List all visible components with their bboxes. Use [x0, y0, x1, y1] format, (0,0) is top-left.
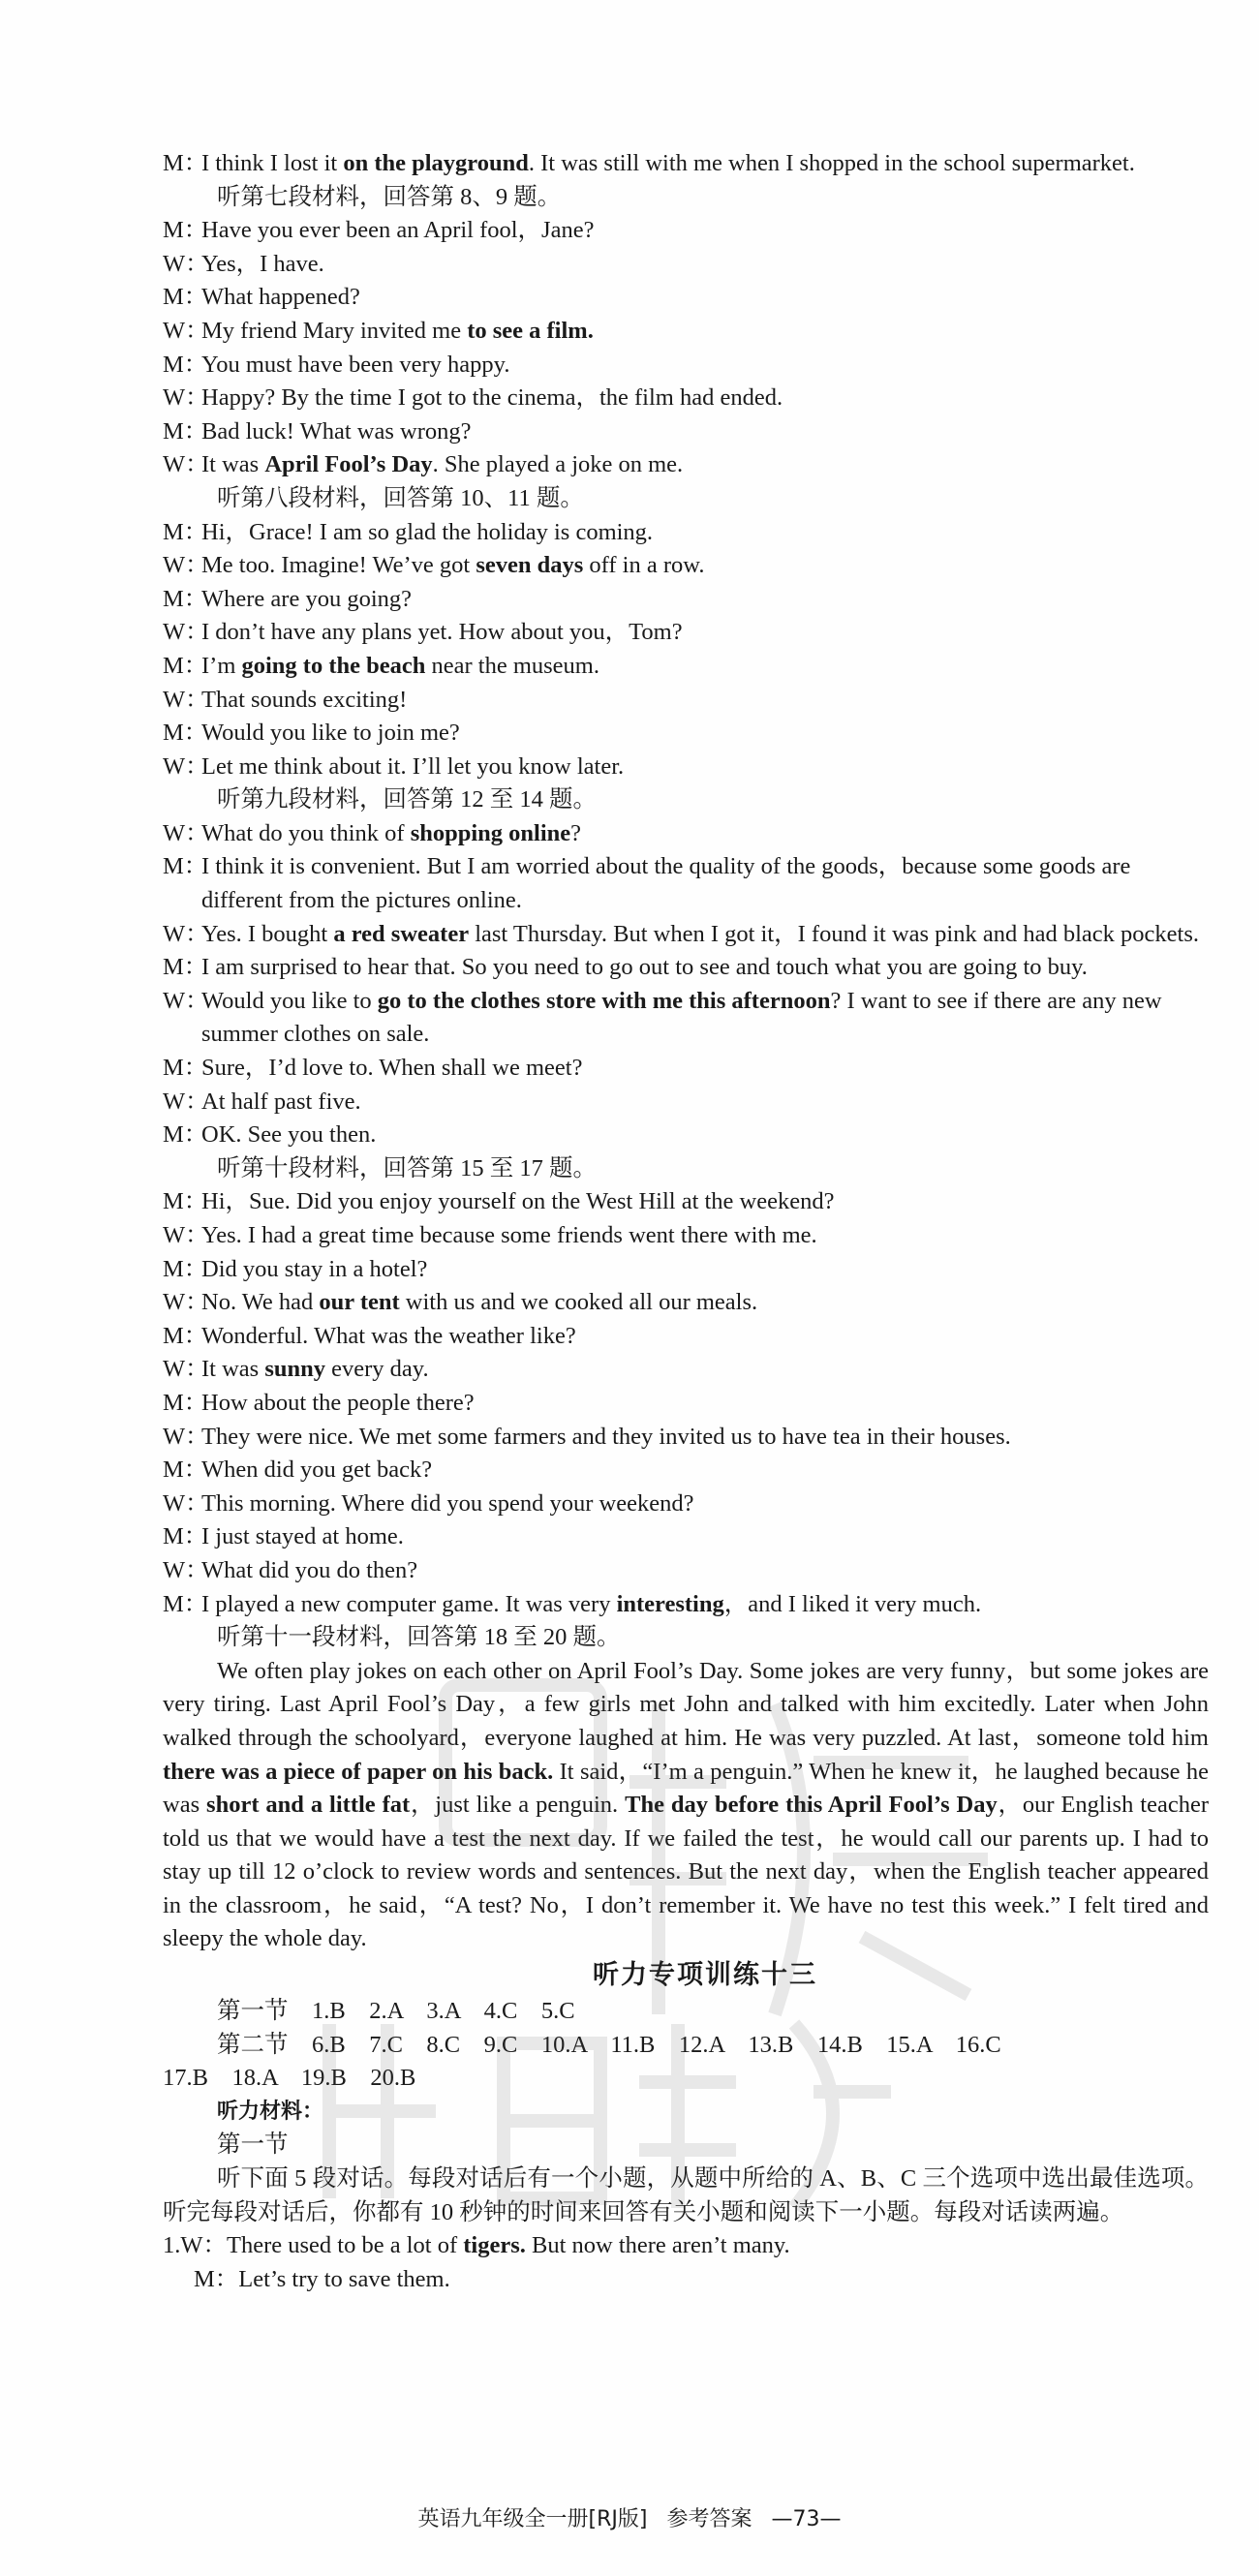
speaker-label: W： [163, 920, 209, 947]
dialogue-line [163, 549, 1209, 583]
text-run: It was [201, 451, 265, 478]
emphasized-answer: interesting [616, 1590, 724, 1617]
speaker-label: W： [163, 384, 209, 412]
q1-m-text: Let’s try to save them. [238, 2265, 450, 2292]
text-run: Me too. Imagine! We’ve got [201, 552, 476, 579]
dialogue-line [163, 616, 1209, 650]
text-run: Yes. I bought [201, 920, 334, 947]
text-run: Sure，I’d love to. When shall we meet? [201, 1055, 583, 1082]
text-run: Where are you going? [201, 585, 412, 612]
text-run: I don’t have any plans yet. How about you，Tom? [201, 619, 683, 646]
question-number: 1. [163, 2232, 181, 2259]
material-instruction: 听第九段材料，回答第 12 至 14 题。 [217, 786, 597, 813]
emphasized-answer: our tent [319, 1289, 400, 1316]
text-run: Hi，Sue. Did you enjoy yourself on the West Hill at the weekend? [201, 1188, 835, 1215]
text-run: We often play jokes on each other on April Fool’s Day. Some jokes are very funny，but some jokes are very tiring. Last April Fool’s Day，a few girls met John and talked with him excitedly. Later when John walked through the schoolyard，everyone laughed at him. He was very puzzled. At last，someone told him [163, 1657, 1209, 1751]
text-run: They were nice. We met some farmers and they invited us to have tea in their houses. [201, 1423, 1011, 1450]
emphasized-answer: on the playground [343, 150, 529, 176]
dialogue-line [163, 1119, 1209, 1152]
speaker-label: W： [163, 752, 209, 780]
emphasized-answer: to see a film. [467, 317, 594, 344]
material-instruction: 听第七段材料，回答第 8、9 题。 [217, 183, 562, 210]
material-instruction: 听第十一段材料，回答第 18 至 20 题。 [217, 1624, 621, 1651]
dialogue-line [163, 349, 1209, 383]
dialogue-line [163, 516, 1209, 550]
dialogue-line [163, 382, 1209, 415]
text-run: Hi，Grace! I am so glad the holiday is coming. [201, 518, 654, 545]
dialogue-line [163, 1320, 1209, 1354]
text-run: ? I want to see if there are any new summer clothes on sale. [201, 987, 1162, 1048]
dialogue-line [163, 850, 1209, 917]
speaker-label: M： [163, 1457, 208, 1484]
text-run: When did you get back? [201, 1457, 433, 1484]
text-run: This morning. Where did you spend your weekend? [201, 1489, 694, 1517]
section-title: 听力专项训练十三 [593, 1960, 817, 1991]
text-run: I’m [201, 652, 242, 679]
text-run: I just stayed at home. [201, 1523, 404, 1550]
emphasized-answer: tigers. [463, 2232, 526, 2259]
speaker-label: W： [163, 1088, 209, 1115]
text-run: But now there aren’t many. [525, 2232, 790, 2259]
answers-row-3: 17.B 18.A 19.B 20.B [163, 2065, 416, 2092]
speaker-label: M： [163, 1055, 208, 1082]
text-run: My friend Mary invited me [201, 317, 468, 344]
speaker-label: M： [163, 1590, 208, 1617]
answers-row-1: 第一节 1.B 2.A 3.A 4.C 5.C [217, 1998, 575, 2025]
speaker-label: W： [163, 686, 209, 713]
emphasized-answer: The day before this April Fool’s Day [625, 1792, 998, 1819]
speaker-label: W： [163, 1222, 209, 1248]
speaker-label: M： [163, 720, 208, 747]
speaker-label: M： [163, 954, 208, 981]
text-run: Would you like to [201, 987, 378, 1014]
passage-paragraph [163, 1655, 1209, 1956]
text-run: It said，“I’m a penguin.” When he knew it，he laughed because he was [163, 1758, 1209, 1819]
section-1-label: 第一节 [217, 2131, 289, 2159]
dialogue-line [163, 1454, 1209, 1487]
text-run: . She played a joke on me. [432, 451, 684, 478]
text-run: . It was still with me when I shopped in the school supermarket. [528, 150, 1135, 176]
dialogue-line [163, 985, 1209, 1052]
text-run: I played a new computer game. It was very [201, 1590, 617, 1617]
text-run: There used to be a lot of [227, 2232, 464, 2259]
emphasized-answer: April Fool’s Day [264, 451, 433, 478]
speaker-label: W： [163, 619, 209, 646]
dialogue-line [163, 1286, 1209, 1320]
text-run: OK. See you then. [201, 1121, 377, 1149]
dialogue-line [163, 147, 1209, 181]
text-run: I am surprised to hear that. So you need to go out to see and touch what you are going to buy. [201, 954, 1088, 981]
text-run: Happy? By the time I got to the cinema，the film had ended. [201, 384, 783, 412]
dialogue-line [163, 1387, 1209, 1421]
emphasized-answer: short and a little fat [206, 1792, 411, 1819]
text-run: Let me think about it. I’ll let you know later. [201, 752, 625, 780]
dialogue-line [163, 1185, 1209, 1219]
speaker-label: W： [163, 552, 209, 579]
text-run: near the museum. [425, 652, 599, 679]
text-run: I think I lost it [201, 150, 344, 176]
text-run: ，and I liked it very much. [723, 1590, 982, 1617]
dialogue-line [163, 1353, 1209, 1387]
speaker-label: W： [163, 250, 209, 277]
text-run: No. We had [201, 1289, 320, 1316]
text-run: That sounds exciting! [201, 686, 408, 713]
instructions-paragraph: 听下面 5 段对话。每段对话后有一个小题，从题中所给的 A、B、C 三个选项中选出最佳选项。听完每段对话后，你都有 10 秒钟的时间来回答有关小题和阅读下一小题。每段对话读两遍。 [163, 2165, 1209, 2225]
dialogue-line [163, 448, 1209, 482]
speaker-label: W： [163, 317, 209, 344]
page-number: —73— [771, 2507, 842, 2531]
speaker-label: M： [163, 1523, 208, 1550]
emphasized-answer: go to the clothes store with me this afternoon [377, 987, 831, 1014]
dialogue-line [163, 1588, 1209, 1622]
dialogue-line [163, 717, 1209, 751]
speaker-label: M： [163, 417, 208, 445]
speaker-label: M： [194, 2265, 239, 2292]
dialogue-line [163, 1520, 1209, 1554]
answers-row-2: 第二节 6.B 7.C 8.C 9.C 10.A 11.B 12.A 13.B 14.B 15.A 16.C [217, 2031, 1001, 2058]
dialogue-line [163, 1219, 1209, 1253]
dialogue-line [163, 583, 1209, 617]
dialogue-line [163, 315, 1209, 349]
q1-w-text [227, 2232, 790, 2258]
speaker-label: W： [163, 987, 209, 1014]
speaker-label: W： [163, 1356, 209, 1383]
dialogue-line [163, 1421, 1209, 1455]
dialogue-line [163, 918, 1209, 952]
listening-transcript [163, 147, 1209, 1956]
material-instruction: 听第十段材料，回答第 15 至 17 题。 [217, 1154, 597, 1181]
dialogue-line [163, 1253, 1209, 1287]
speaker-label: W： [163, 1289, 209, 1316]
text-run: every day. [325, 1356, 429, 1383]
footer-book-title: 英语九年级全一册[RJ版] [417, 2507, 648, 2531]
speaker-label: W： [163, 1489, 209, 1517]
material-instruction: 听第八段材料，回答第 10、11 题。 [217, 484, 584, 511]
emphasized-answer: a red sweater [333, 920, 470, 947]
dialogue-line [163, 650, 1209, 684]
emphasized-answer: seven days [476, 552, 584, 579]
speaker-label: W： [163, 819, 209, 846]
speaker-label: M： [163, 284, 208, 311]
speaker-label: W： [163, 451, 209, 478]
speaker-label: M： [163, 217, 208, 244]
speaker-label: W： [180, 2232, 227, 2259]
text-run: How about the people there? [201, 1389, 475, 1416]
question-1-w-line [163, 2229, 1209, 2263]
emphasized-answer: there was a piece of paper on his back. [163, 1758, 554, 1785]
text-run: What happened? [201, 284, 360, 311]
page-footer [0, 2504, 1259, 2535]
speaker-label: W： [163, 1556, 209, 1583]
page-content [163, 147, 1209, 2296]
dialogue-line [163, 214, 1209, 248]
dialogue-line [163, 248, 1209, 282]
text-run: with us and we cooked all our meals. [399, 1289, 758, 1316]
dialogue-line [163, 415, 1209, 449]
text-run: Bad luck! What was wrong? [201, 417, 472, 445]
dialogue-line [163, 817, 1209, 851]
question-1-m-line [163, 2263, 1209, 2297]
speaker-label: M： [163, 1255, 208, 1282]
text-run: You must have been very happy. [201, 351, 510, 378]
speaker-label: M： [163, 1322, 208, 1349]
text-run: Yes. I had a great time because some friends went there with me. [201, 1222, 817, 1248]
text-run: What did you do then? [201, 1556, 418, 1583]
speaker-label: M： [163, 585, 208, 612]
speaker-label: M： [163, 351, 208, 378]
text-run: off in a row. [583, 552, 705, 579]
speaker-label: M： [163, 652, 208, 679]
dialogue-line [163, 1052, 1209, 1086]
text-run: Have you ever been an April fool，Jane? [201, 217, 595, 244]
dialogue-line [163, 751, 1209, 784]
text-run: What do you think of [201, 819, 411, 846]
text-run: Yes，I have. [201, 250, 324, 277]
speaker-label: M： [163, 1121, 208, 1149]
speaker-label: M： [163, 518, 208, 545]
emphasized-answer: sunny [264, 1356, 325, 1383]
footer-section: 参考答案 [666, 2507, 752, 2531]
text-run: Did you stay in a hotel? [201, 1255, 428, 1282]
dialogue-line [163, 1086, 1209, 1119]
dialogue-line [163, 684, 1209, 718]
dialogue-line [163, 1554, 1209, 1588]
dialogue-line [163, 281, 1209, 315]
text-run: ，our English teacher told us that we would have a test the next day. If we failed the test，he would call our parents up. I had to stay up till 12 o’clock to review words and sentences. But the next day，when the English teacher appeared in the classroom，he said，“A test? No，I don’t remember it. We have no test this week.” I felt tired and sleepy the whole day. [163, 1792, 1209, 1952]
text-run: ，just like a penguin. [410, 1792, 626, 1819]
material-heading: 听力材料： [217, 2099, 324, 2124]
emphasized-answer: shopping online [410, 819, 571, 846]
text-run: At half past five. [201, 1088, 361, 1115]
speaker-label: M： [163, 1188, 208, 1215]
dialogue-line [163, 1487, 1209, 1521]
speaker-label: M： [163, 1389, 208, 1416]
text-run: last Thursday. But when I got it，I found it was pink and had black pockets. [469, 920, 1200, 947]
text-run: Would you like to join me? [201, 720, 460, 747]
speaker-label: M： [163, 150, 208, 176]
text-run: It was [201, 1356, 265, 1383]
text-run: ? [570, 819, 582, 846]
speaker-label: M： [163, 853, 208, 880]
emphasized-answer: going to the beach [241, 652, 426, 679]
dialogue-line [163, 951, 1209, 985]
speaker-label: W： [163, 1423, 209, 1450]
text-run: Wonderful. What was the weather like? [201, 1322, 576, 1349]
text-run: I think it is convenient. But I am worried about the quality of the goods，because some goods are different from the pictures online. [201, 853, 1131, 914]
